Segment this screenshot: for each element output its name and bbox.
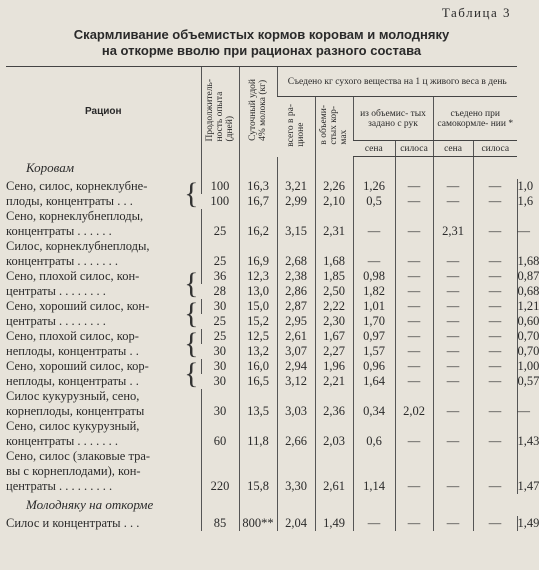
table-cell: 12,5 — [239, 329, 277, 344]
table-cell: 1,85 — [315, 269, 353, 284]
table-cell: 30 — [201, 359, 239, 374]
ration-label-line: неплоды, концентраты . . — [6, 343, 139, 358]
ration-label-line: центраты . . . . . . . . — [6, 283, 106, 298]
section-title: Коровам — [26, 160, 74, 175]
table-cell: 2,87 — [277, 299, 315, 314]
table-cell: — — [433, 269, 473, 284]
table-title — [0, 27, 523, 59]
table-cell: — — [395, 374, 433, 389]
ration-label — [6, 449, 201, 494]
table-cell: 1,82 — [353, 284, 395, 299]
table-cell: — — [395, 516, 433, 531]
table-cell: 12,3 — [239, 269, 277, 284]
ration-label-line: корнеплоды, концентраты — [6, 403, 145, 418]
table-cell: 15,2 — [239, 314, 277, 329]
table-cell: 2,66 — [277, 419, 315, 449]
table-cell: — — [395, 419, 433, 449]
header-given-group: из объемис- тых задано с рук — [353, 97, 433, 141]
table-cell: 220 — [201, 449, 239, 494]
table-cell: 15,0 — [239, 299, 277, 314]
header-bulky: в объеми- стых кор- мах — [315, 97, 353, 157]
section-title: Молодняку на откорме — [26, 497, 154, 512]
table-cell: 2,04 — [277, 516, 315, 531]
table-cell: 1,64 — [353, 374, 395, 389]
table-cell: 3,21 — [277, 179, 315, 194]
table-cell: 0,97 — [353, 329, 395, 344]
table-row: Сено, силос кукурузный, концентраты . . . . . . . 60 11,8 2,66 2,03 0,6 — — — 1,43 — [6, 418, 539, 448]
table-row: 30 16,5 3,12 2,21 1,64 — — — 0,57 — [6, 374, 517, 389]
table-cell: — — [395, 314, 433, 329]
header-silage: силоса — [395, 141, 433, 157]
ration-label — [6, 356, 201, 390]
table-cell: 16,5 — [239, 374, 277, 389]
table-cell: 36 — [201, 269, 239, 284]
table-row: Сено, плохой силос, кор- неплоды, концентраты . . { 25 12,5 2,61 1,67 0,97 — — — 0,70 — [6, 326, 539, 360]
table-cell: — — [433, 299, 473, 314]
table-cell: — — [433, 329, 473, 344]
table-row: Силос, корнеклубнеплоды, концентраты . . . . . . . 25 16,9 2,68 1,68 — — — — 1,68 — [6, 238, 539, 268]
table-cell: 2,02 — [395, 389, 433, 419]
brace-mark: { — [184, 266, 199, 300]
table-cell: 2,61 — [277, 329, 315, 344]
table-cell: 85 — [201, 516, 239, 531]
ration-label-line: Силос кукурузный, сено, — [6, 388, 140, 403]
table-cell: — — [395, 329, 433, 344]
table-cell: 30 — [213, 343, 226, 358]
table-cell: 2,30 — [315, 314, 353, 329]
table-cell: 2,94 — [277, 359, 315, 374]
ration-label-line: Сено, хороший силос, кон- — [6, 298, 150, 313]
ration-label-line: вы с корнеплодами), кон- — [6, 463, 141, 478]
table-cell: 1,96 — [315, 359, 353, 374]
table-cell: 28 — [213, 283, 226, 298]
table-cell: 1,01 — [353, 299, 395, 314]
table-cell: 0,98 — [353, 269, 395, 284]
table-cell: 13,5 — [239, 389, 277, 419]
ration-label — [6, 389, 201, 419]
table-row: 25 15,2 2,95 2,30 1,70 — — — 0,60 — [6, 314, 517, 329]
table-cell: — — [395, 284, 433, 299]
table-row: Силос и концентраты . . . 85 800** 2,04 1,49 — — — — 1,49 — [6, 515, 539, 530]
table-cell: — — [433, 344, 473, 359]
ration-label — [6, 266, 201, 300]
table-row: Силос кукурузный, сено, корнеплоды, концентраты 30 13,5 3,03 2,36 0,34 2,02 — — — — [6, 388, 531, 418]
table-cell: 2,27 — [315, 344, 353, 359]
table-cell: 60 — [201, 419, 239, 449]
table-cell: 16,9 — [239, 239, 277, 269]
table-row: Сено, хороший силос, кон- центраты . . . . . . . . { 30 15,0 2,87 2,22 1,01 — — — 1,21 — [6, 296, 539, 330]
table-cell: 16,3 — [239, 179, 277, 194]
ration-label-line: Сено, силос, корнеклубне- — [6, 178, 148, 193]
table-number: Таблица 3 — [441, 5, 511, 20]
ration-label — [6, 296, 201, 330]
table-cell: 0,5 — [353, 194, 395, 209]
table-cell: 2,31 — [433, 209, 473, 239]
table-cell: — — [473, 284, 517, 299]
table-cell: — — [433, 194, 473, 209]
table-cell: 25 — [213, 313, 226, 328]
table-cell: — — [473, 389, 517, 419]
table-cell: — — [433, 179, 473, 194]
table-cell: 3,12 — [277, 374, 315, 389]
table-cell: 1,68 — [315, 239, 353, 269]
table-cell: 1,70 — [353, 314, 395, 329]
table-cell: 25 — [201, 209, 239, 239]
table-cell: — — [473, 299, 517, 314]
header-eaten-group: Съедено кг сухого вещества на 1 ц живого веса в день — [277, 67, 517, 97]
ration-label-line: Сено, силос (злаковые тра- — [6, 448, 151, 463]
table-cell: — — [473, 374, 517, 389]
table-cell: 100 — [201, 179, 239, 194]
table-cell: — — [473, 239, 517, 269]
section-row — [6, 157, 517, 179]
table-cell: — — [473, 209, 517, 239]
table-cell: — — [395, 449, 433, 494]
table-cell: 3,07 — [277, 344, 315, 359]
table-cell: — — [395, 269, 433, 284]
table-cell: — — [395, 299, 433, 314]
table-cell: — — [473, 419, 517, 449]
table-cell: 2,38 — [277, 269, 315, 284]
brace-mark: { — [184, 356, 199, 390]
table-cell: — — [433, 374, 473, 389]
table-row: Сено, корнеклубнеплоды, концентраты . . . . . . 25 16,2 3,15 2,31 — — 2,31 — — — [6, 208, 531, 238]
ration-label-line: Сено, плохой силос, кор- — [6, 328, 139, 343]
header-ration: Рацион — [6, 67, 201, 157]
table-cell: 1,57 — [353, 344, 395, 359]
table-body — [6, 157, 539, 531]
table-cell: 16,2 — [239, 209, 277, 239]
ration-label — [6, 239, 201, 269]
ration-label — [6, 516, 201, 531]
table-cell: 2,21 — [315, 374, 353, 389]
table-cell: 2,68 — [277, 239, 315, 269]
table-cell: — — [433, 389, 473, 419]
table-cell: 800** — [239, 516, 277, 531]
table-cell: 2,50 — [315, 284, 353, 299]
table-row: 28 13,0 2,86 2,50 1,82 — — — 0,68 — [6, 284, 517, 299]
table-cell: 2,26 — [315, 179, 353, 194]
header-total: всего в ра- ционе — [285, 103, 306, 147]
header-self-group: съедено при самокормле- нии * — [433, 97, 517, 141]
table-cell: 1,26 — [353, 179, 395, 194]
title-line: на откорме вволю при рационах разного состава — [101, 43, 422, 58]
table-cell: 13,0 — [239, 284, 277, 299]
table-row: 100 16,7 2,99 2,10 0,5 — — — 1,6 — [6, 194, 517, 209]
header-yield: Суточный удой 4% молока (кг) — [239, 67, 277, 157]
table-row: 30 13,2 3,07 2,27 1,57 — — — 0,70 — [6, 344, 517, 359]
ration-label-line: Сено, хороший силос, кор- — [6, 358, 149, 373]
table-cell: 0,6 — [353, 419, 395, 449]
table-cell: 30 — [213, 373, 226, 388]
brace-mark: { — [184, 176, 199, 210]
ration-label-line: центраты . . . . . . . . . — [6, 478, 113, 493]
table-cell: 1,67 — [315, 329, 353, 344]
table-cell: — — [353, 239, 395, 269]
ration-label — [6, 209, 201, 239]
table-row: Сено, силос, корнеклубне- плоды, концентраты . . . { 100 16,3 3,21 2,26 1,26 — — — 1,0 — [6, 176, 534, 210]
table-cell: 0,96 — [353, 359, 395, 374]
table-row: Сено, плохой силос, кон- центраты . . . . . . . . { 36 12,3 2,38 1,85 0,98 — — — 0,87 — [6, 266, 539, 300]
table-cell: — — [473, 179, 517, 194]
ration-label-line: Силос, корнеклубнеплоды, — [6, 238, 150, 253]
table-cell: — — [433, 314, 473, 329]
table-cell: — — [433, 359, 473, 374]
table-cell: 15,8 — [239, 449, 277, 494]
table-cell: 2,86 — [277, 284, 315, 299]
table-cell: — — [473, 329, 517, 344]
table-row: Сено, хороший силос, кор- неплоды, концентраты . . { 30 16,0 2,94 1,96 0,96 — — — 1,00 — [6, 356, 539, 390]
section-row — [6, 494, 517, 516]
brace-mark: { — [184, 326, 199, 360]
table-cell: — — [473, 194, 517, 209]
ration-label-line: центраты . . . . . . . . — [6, 313, 106, 328]
table-cell: — — [473, 449, 517, 494]
table-cell: — — [433, 449, 473, 494]
table-cell: 11,8 — [239, 419, 277, 449]
table-cell: 2,31 — [315, 209, 353, 239]
ration-label-line: Сено, корнеклубнеплоды, — [6, 208, 144, 223]
table-cell: — — [473, 359, 517, 374]
header-duration: Продолжитель- ность опыта (дней) — [201, 67, 239, 157]
table-row: Сено, силос (злаковые тра- вы с корнеплодами), кон- центраты . . . . . . . . . 220 15,8 3,30 2,61 1,14 — — — 1,47 — [6, 448, 539, 493]
table-cell: 2,03 — [315, 419, 353, 449]
ration-label — [6, 419, 201, 449]
table-cell: — — [433, 239, 473, 269]
title-line: Скармливание объемистых кормов коровам и молодняку — [73, 27, 450, 42]
ration-label-line: Силос и концентраты . . . — [6, 515, 140, 530]
ration-label-line: плоды, концентраты . . . — [6, 193, 133, 208]
table-cell: — — [433, 419, 473, 449]
table-cell: — — [395, 194, 433, 209]
table-cell: — — [353, 209, 395, 239]
table-cell: 3,30 — [277, 449, 315, 494]
table-cell: 3,15 — [277, 209, 315, 239]
table-cell: — — [395, 179, 433, 194]
table-cell: 16,7 — [239, 194, 277, 209]
table-cell: 2,99 — [277, 194, 315, 209]
table-cell: 2,36 — [315, 389, 353, 419]
table-cell: — — [473, 314, 517, 329]
ration-label-line: Сено, силос кукурузный, — [6, 418, 140, 433]
table-cell: 1,14 — [353, 449, 395, 494]
table-cell: 13,2 — [239, 344, 277, 359]
table-cell: 1,49 — [315, 516, 353, 531]
table-cell: 2,61 — [315, 449, 353, 494]
table-cell: 30 — [201, 299, 239, 314]
table-cell: 2,10 — [315, 194, 353, 209]
table-cell: 25 — [201, 239, 239, 269]
table-cell: 25 — [201, 329, 239, 344]
ration-label-line: концентраты . . . . . . . — [6, 433, 119, 448]
table-cell: — — [395, 344, 433, 359]
brace-mark: { — [184, 296, 199, 330]
ration-label — [6, 176, 201, 210]
ration-label — [6, 326, 201, 360]
table-cell: — — [433, 516, 473, 531]
table-cell: — — [353, 516, 395, 531]
table-cell: 2,95 — [277, 314, 315, 329]
table-cell: — — [395, 209, 433, 239]
header-hay: сена — [433, 141, 473, 157]
table-cell: 2,22 — [315, 299, 353, 314]
ration-label-line: неплоды, концентраты . . — [6, 373, 139, 388]
table-cell: 3,03 — [277, 389, 315, 419]
table-cell: 16,0 — [239, 359, 277, 374]
table-cell: — — [395, 239, 433, 269]
table-cell: — — [473, 516, 517, 531]
header-hay: сена — [353, 141, 395, 157]
table-cell: — — [473, 269, 517, 284]
table-cell: — — [395, 359, 433, 374]
table-cell: 0,34 — [353, 389, 395, 419]
header-silage: силоса — [473, 141, 517, 157]
table-cell: — — [473, 344, 517, 359]
table-cell: 30 — [201, 389, 239, 419]
table-cell: 100 — [210, 193, 230, 208]
table-cell: — — [433, 284, 473, 299]
ration-label-line: концентраты . . . . . . — [6, 223, 112, 238]
ration-label-line: концентраты . . . . . . . — [6, 253, 119, 268]
ration-label-line: Сено, плохой силос, кон- — [6, 268, 140, 283]
feeding-table — [6, 66, 539, 531]
